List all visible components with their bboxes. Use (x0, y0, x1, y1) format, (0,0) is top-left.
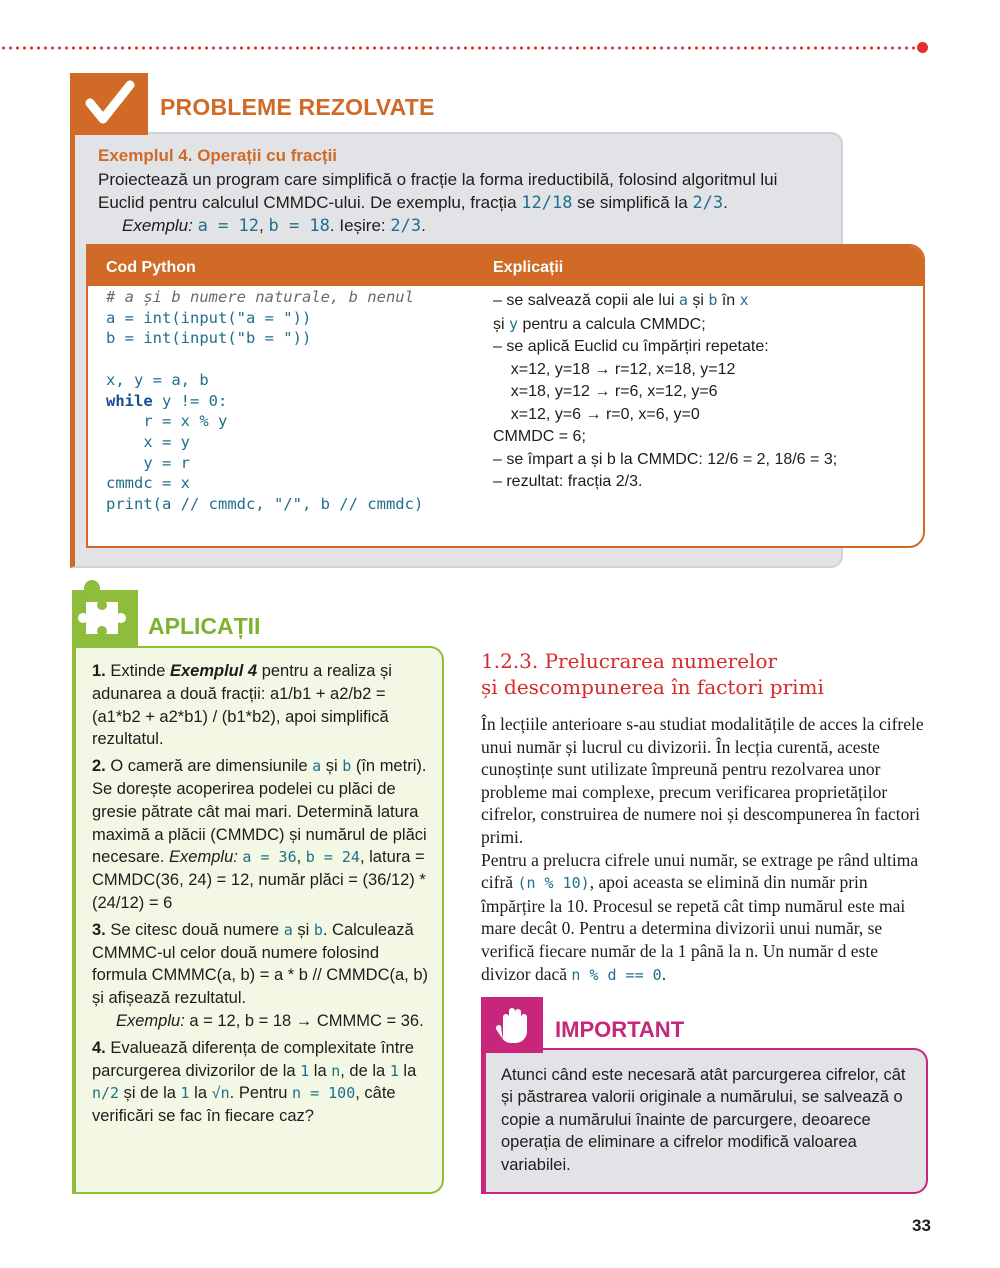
code-line: x, y = a, b (106, 370, 209, 389)
section-body (481, 713, 929, 986)
explanation-line: CMMDC = 6; (493, 428, 586, 445)
explanation-line: – se aplică Euclid cu împărțiri repetate: (493, 338, 769, 355)
code-line: r = x % y (106, 412, 228, 431)
application-item-3: 3. Se citesc două numere a și b. Calculează CMMMC-ul celor două numere folosind formula CMMMC(a, b) = a * b // CMMDC(a, b) și afișează rezultatul. Exemplu: a = 12, b = 18 → CMMMC = 36. (92, 920, 429, 1030)
explanation-line: x=18, y=12 → r=6, x=12, y=6 (493, 383, 718, 400)
hand-icon (481, 997, 543, 1053)
explanation-line: și y pentru a calcula CMMDC; (493, 314, 706, 333)
page-number: 33 (912, 1216, 931, 1235)
code-line: b = int(input("b = ")) (106, 329, 312, 348)
example-statement: Proiectează un program care simplifică o fracție la forma ireductibilă, folosind algoritmul lui Euclid pentru calculul CMMDC-ului. De exemplu, fracția 12/18 se simplifică la 2/3. (98, 170, 778, 213)
explanation-line: – rezultat: fracția 2/3. (493, 473, 643, 490)
top-rule-end-dot (917, 42, 928, 53)
explanation-line: x=12, y=6 → r=0, x=6, y=0 (493, 405, 700, 423)
explanation-line: x=12, y=18 → r=12, x=18, y=12 (493, 360, 736, 378)
explanation-line: – se salvează copii ale lui a și b în x (493, 291, 749, 309)
code-column-header: Cod Python (106, 259, 196, 276)
application-item-1: 1. Extinde Exemplul 4 pentru a realiza și adunarea a două fracții: a1/b1 + a2/b2 = (a1*b2 + a2*b1) / (b1*b2), apoi simplifică rezultatul. (92, 662, 392, 749)
code-line: a = int(input("a = ")) (106, 308, 312, 327)
top-dotted-rule (0, 46, 918, 50)
section-paragraph-2: Pentru a prelucra cifrele unui număr, se extrage pe rând ultima cifră (n % 10), apoi aceasta se elimină din număr prin împărțire la 10. Procesul se repetă cât timp numărul este mai mare decât 0. Pentru a determina divizorii unui număr, se verifică fiecare număr de la 1 până la n. Un număr d este divizor dacă n % d == 0. (481, 849, 919, 984)
example-io-line: Exemplu: a = 12, b = 18. Ieșire: 2/3. (122, 216, 426, 236)
solved-problems-title: PROBLEME REZOLVATE (160, 94, 435, 120)
section-title: 1.2.3. Prelucrarea numerelor și descompunerea în factori primi (481, 649, 824, 699)
code-line: cmmdc = x (106, 474, 190, 493)
code-line: # a și b numere naturale, b nenul (106, 288, 414, 306)
code-line: while y != 0: (106, 391, 228, 410)
application-item-4: 4. Evaluează diferența de complexitate între parcurgerea divizorilor de la 1 la n, de la 1 la n/2 și de la 1 la √n. Pentru n = 100, câte verificări se fac în fiecare caz? (92, 1038, 417, 1126)
python-code-block (106, 287, 423, 515)
explanation-block (493, 289, 837, 494)
application-item-2: 2. O cameră are dimensiunile a și b (în metri). Se dorește acoperirea podelei cu plăci de gresie pătrate cât mai mari. Determină latura maximă a plăcii (CMMDC) și numărul de plăci necesare. Exemplu: a = 36, b = 24, latura = CMMDC(36, 24) = 12, număr plăci = (36/12) * (24/12) = 6 (92, 757, 427, 912)
applications-title: APLICAȚII (148, 613, 261, 639)
important-title: IMPORTANT (555, 1017, 685, 1042)
code-line: y = r (106, 453, 190, 472)
code-line: x = y (106, 432, 190, 451)
explanation-column-header: Explicații (493, 259, 564, 276)
checkmark-icon (70, 73, 148, 135)
code-line: print(a // cmmdc, "/", b // cmmdc) (106, 495, 424, 514)
puzzle-icon (72, 580, 138, 648)
example-title: Exemplul 4. Operații cu fracții (98, 146, 338, 165)
section-paragraph-1: În lecțiile anterioare s-au studiat modalitățile de acces la cifrele unui număr și lucrul cu divizorii. În lecția curentă, aceste cunoștințe sunt utilizate împreună pentru rezolvarea unor probleme mai complexe, precum verificarea proprietăților cifrelor, construirea de numere noi și descompunerea în factori primi. (481, 714, 924, 847)
applications-list (92, 660, 432, 1132)
important-text: Atunci când este necesară atât parcurgerea cifrelor, cât și păstrarea valorii originale a numărului, se salvează o copie a numărului înainte de parcurgere, deoarece operația de eliminare a cifrelor modifică valoarea variabilei. (501, 1066, 906, 1174)
explanation-line: – se împart a și b la CMMDC: 12/6 = 2, 18/6 = 3; (493, 450, 838, 468)
